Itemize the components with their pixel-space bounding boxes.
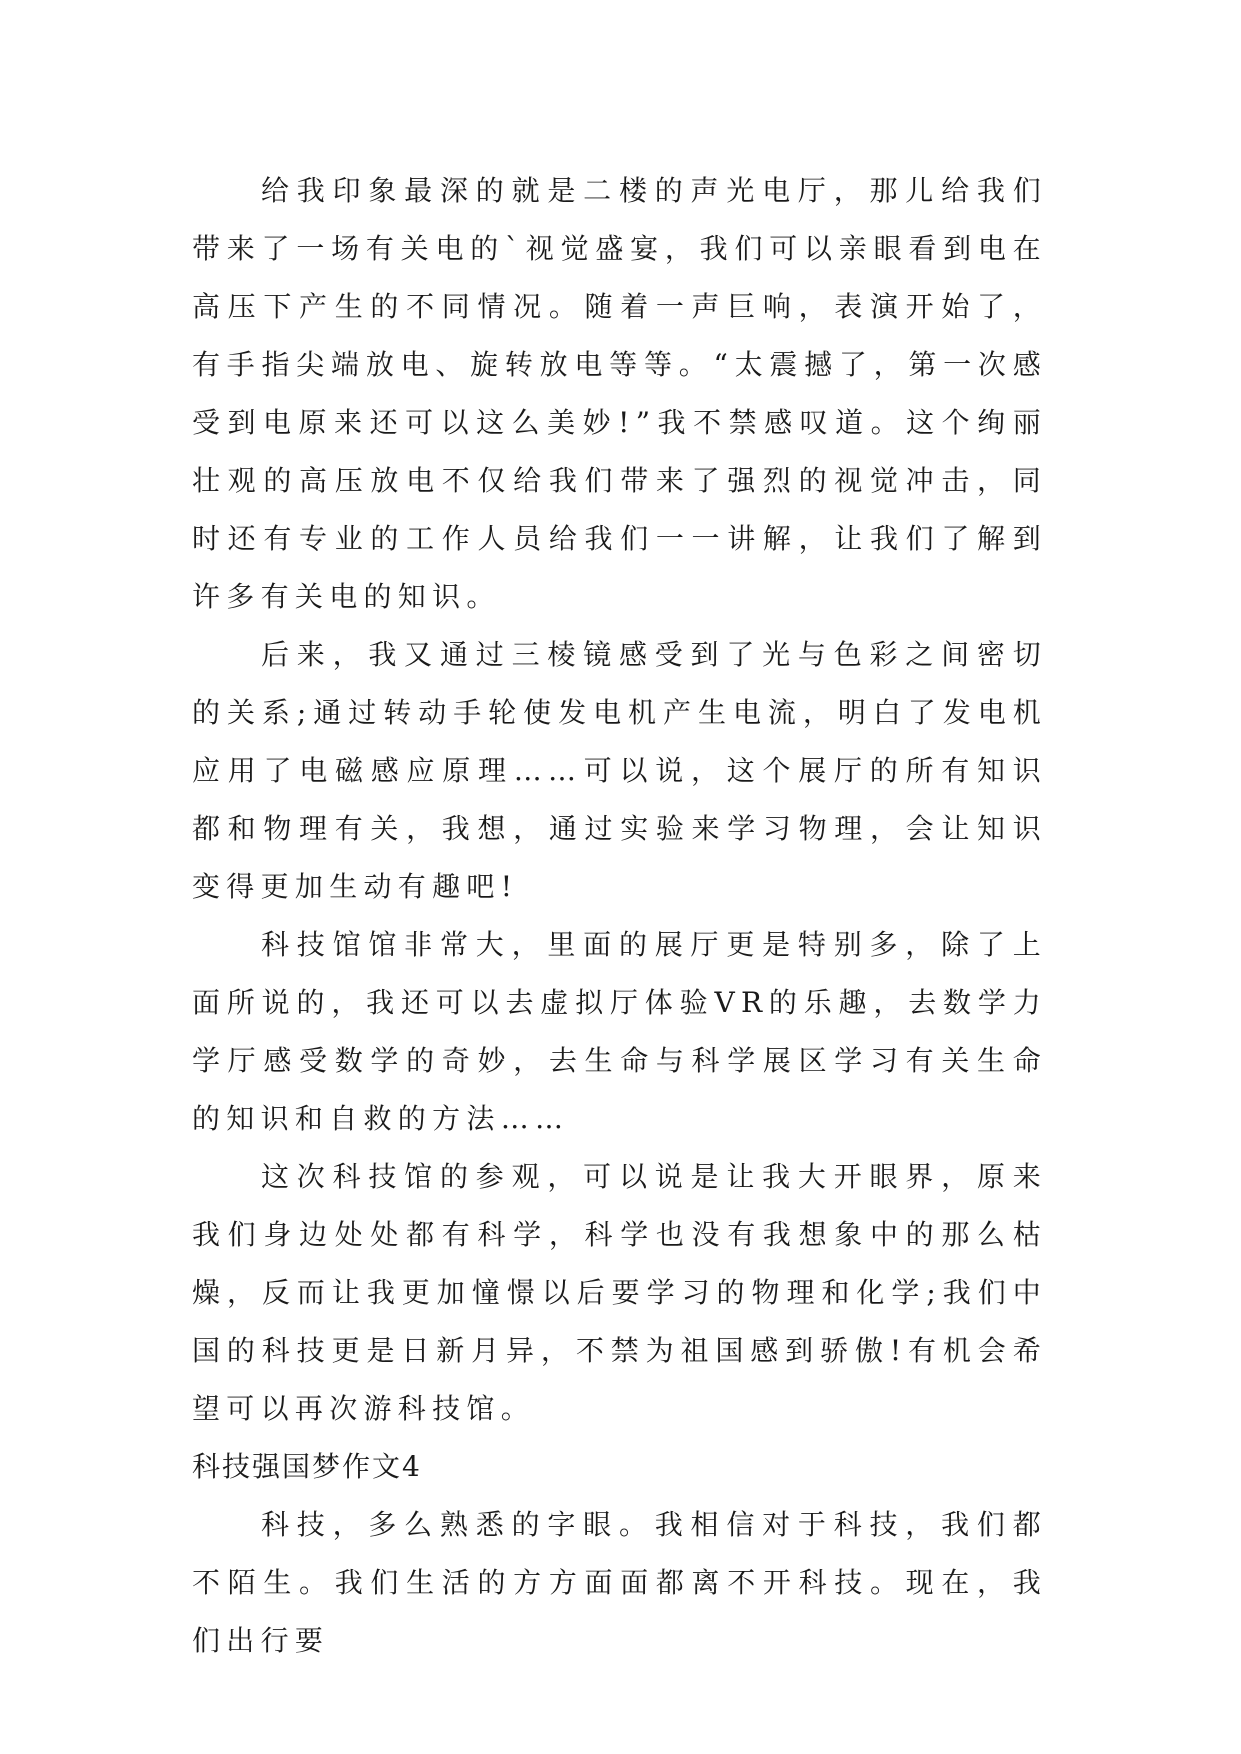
paragraph: 后来，我又通过三棱镜感受到了光与色彩之间密切的关系;通过转动手轮使发电机产生电流，明白了发电机应用了电磁感应原理……可以说，这个展厅的所有知识都和物理有关，我想，通过实验来学习物理，会让知识变得更加生动有趣吧! — [192, 638, 1047, 903]
paragraph: 这次科技馆的参观，可以说是让我大开眼界，原来我们身边处处都有科学，科学也没有我想象中的那么枯燥，反而让我更加憧憬以后要学习的物理和化学;我们中国的科技更是日新月异，不禁为祖国感到骄傲!有机会希望可以再次游科技馆。 — [192, 1160, 1047, 1425]
paragraph: 给我印象最深的就是二楼的声光电厅，那儿给我们带来了一场有关电的`视觉盛宴，我们可以亲眼看到电在高压下产生的不同情况。随着一声巨响，表演开始了，有手指尖端放电、旋转放电等等。“太震撼了，第一次感受到电原来还可以这么美妙!”我不禁感叹道。这个绚丽壮观的高压放电不仅给我们带来了强烈的视觉冲击，同时还有专业的工作人员给我们一一讲解，让我们了解到许多有关电的知识。 — [192, 174, 1047, 613]
document-page — [192, 162, 1047, 1670]
paragraph: 科技，多么熟悉的字眼。我相信对于科技，我们都不陌生。我们生活的方方面面都离不开科技。现在，我们出行要 — [192, 1508, 1047, 1657]
paragraph: 科技馆馆非常大，里面的展厅更是特别多，除了上面所说的，我还可以去虚拟厅体验VR的乐趣，去数学力学厅感受数学的奇妙，去生命与科学展区学习有关生命的知识和自救的方法…… — [192, 928, 1047, 1135]
section-heading: 科技强国梦作文4 — [192, 1450, 422, 1483]
